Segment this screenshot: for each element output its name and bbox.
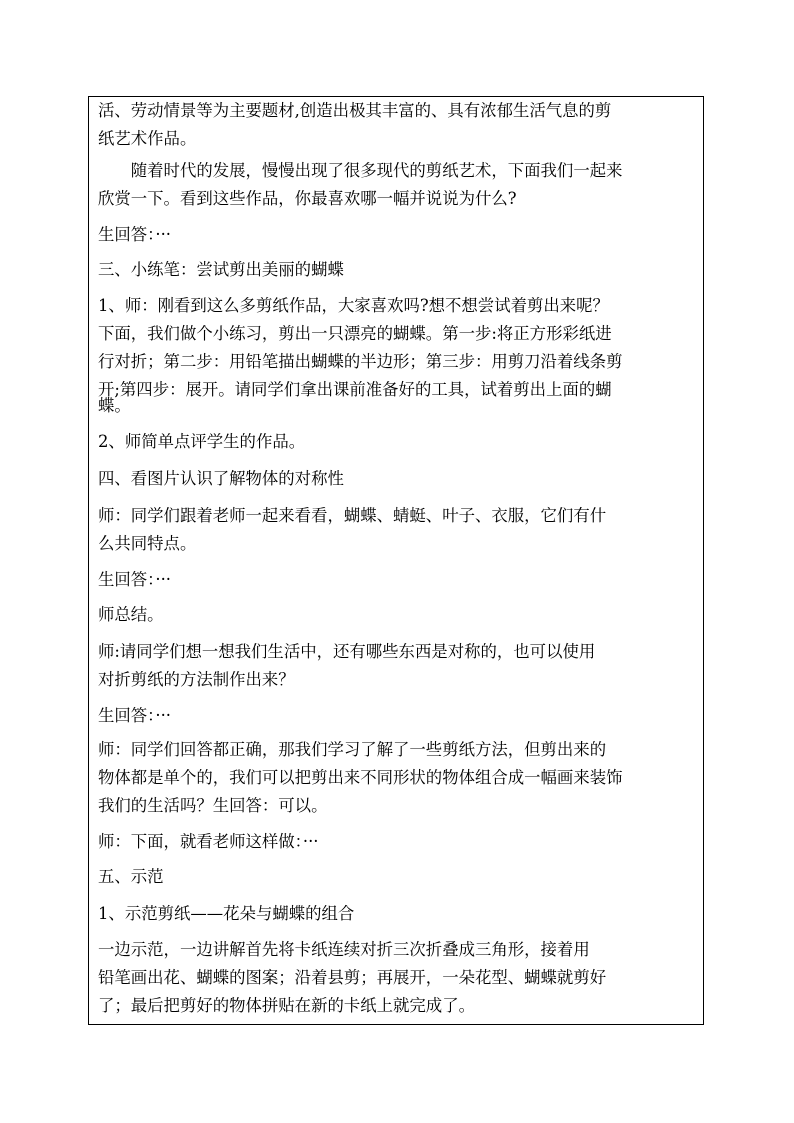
paragraph-line: 么共同特点。 bbox=[98, 534, 197, 553]
paragraph-line: 1、师：刚看到这么多剪纸作品，大家喜欢吗?想不想尝试着剪出来呢？ bbox=[98, 296, 609, 315]
paragraph-line: 下面，我们做个小练习，剪出一只漂亮的蝴蝶。第一步:将正方形彩纸进 bbox=[98, 324, 612, 343]
section-heading: 三、小练笔：尝试剪出美丽的蝴蝶 bbox=[98, 260, 344, 279]
paragraph-line: 欣赏一下。看到这些作品，你最喜欢哪一幅并说说为什么? bbox=[98, 189, 517, 208]
paragraph-line: 随着时代的发展，慢慢出现了很多现代的剪纸艺术，下面我们一起来 bbox=[98, 161, 623, 180]
paragraph-line: 蝶。 bbox=[98, 396, 131, 415]
paragraph-line: 行对折；第二步：用铅笔描出蝴蝶的半边形；第三步：用剪刀沿着线条剪 bbox=[98, 352, 623, 371]
paragraph-line: 我们的生活吗？生回答：可以。 bbox=[98, 796, 328, 815]
paragraph-line: 1、示范剪纸——花朵与蝴蝶的组合 bbox=[98, 904, 355, 923]
paragraph-line: 开;第四步：展开。请同学们拿出课前准备好的工具，试着剪出上面的蝴 bbox=[98, 380, 612, 399]
paragraph-line: 师：下面，就看老师这样做：··· bbox=[98, 832, 319, 851]
section-heading: 四、看图片认识了解物体的对称性 bbox=[98, 469, 344, 488]
paragraph-line: 师：同学们跟着老师一起来看看，蝴蝶、蜻蜓、叶子、衣服，它们有什 bbox=[98, 506, 607, 525]
paragraph-line: 活、劳动情景等为主要题材,创造出极其丰富的、具有浓郁生活气息的剪 bbox=[98, 101, 612, 120]
paragraph-line: 2、师简单点评学生的作品。 bbox=[98, 432, 306, 451]
paragraph-line: 物体都是单个的，我们可以把剪出来不同形状的物体组合成一幅画来装饰 bbox=[98, 768, 623, 787]
paragraph-line: 生回答：··· bbox=[98, 706, 171, 725]
paragraph-line: 生回答：··· bbox=[98, 570, 171, 589]
paragraph-line: 一边示范，一边讲解首先将卡纸连续对折三次折叠成三角形，接着用 bbox=[98, 940, 590, 959]
section-heading: 五、示范 bbox=[98, 867, 164, 886]
paragraph-line: 师总结。 bbox=[98, 605, 164, 624]
paragraph-line: 了；最后把剪好的物体拼贴在新的卡纸上就完成了。 bbox=[98, 996, 475, 1015]
paragraph-line: 铅笔画出花、蝴蝶的图案；沿着县剪；再展开，一朵花型、蝴蝶就剪好 bbox=[98, 968, 607, 987]
paragraph-line: 师:请同学们想一想我们生活中，还有哪些东西是对称的，也可以使用 bbox=[98, 642, 596, 661]
paragraph-line: 生回答：··· bbox=[98, 225, 171, 244]
paragraph-line: 纸艺术作品。 bbox=[98, 129, 197, 148]
paragraph-line: 对折剪纸的方法制作出来？ bbox=[98, 670, 295, 689]
paragraph-line: 师：同学们回答都正确，那我们学习了解了一些剪纸方法，但剪出来的 bbox=[98, 740, 607, 759]
